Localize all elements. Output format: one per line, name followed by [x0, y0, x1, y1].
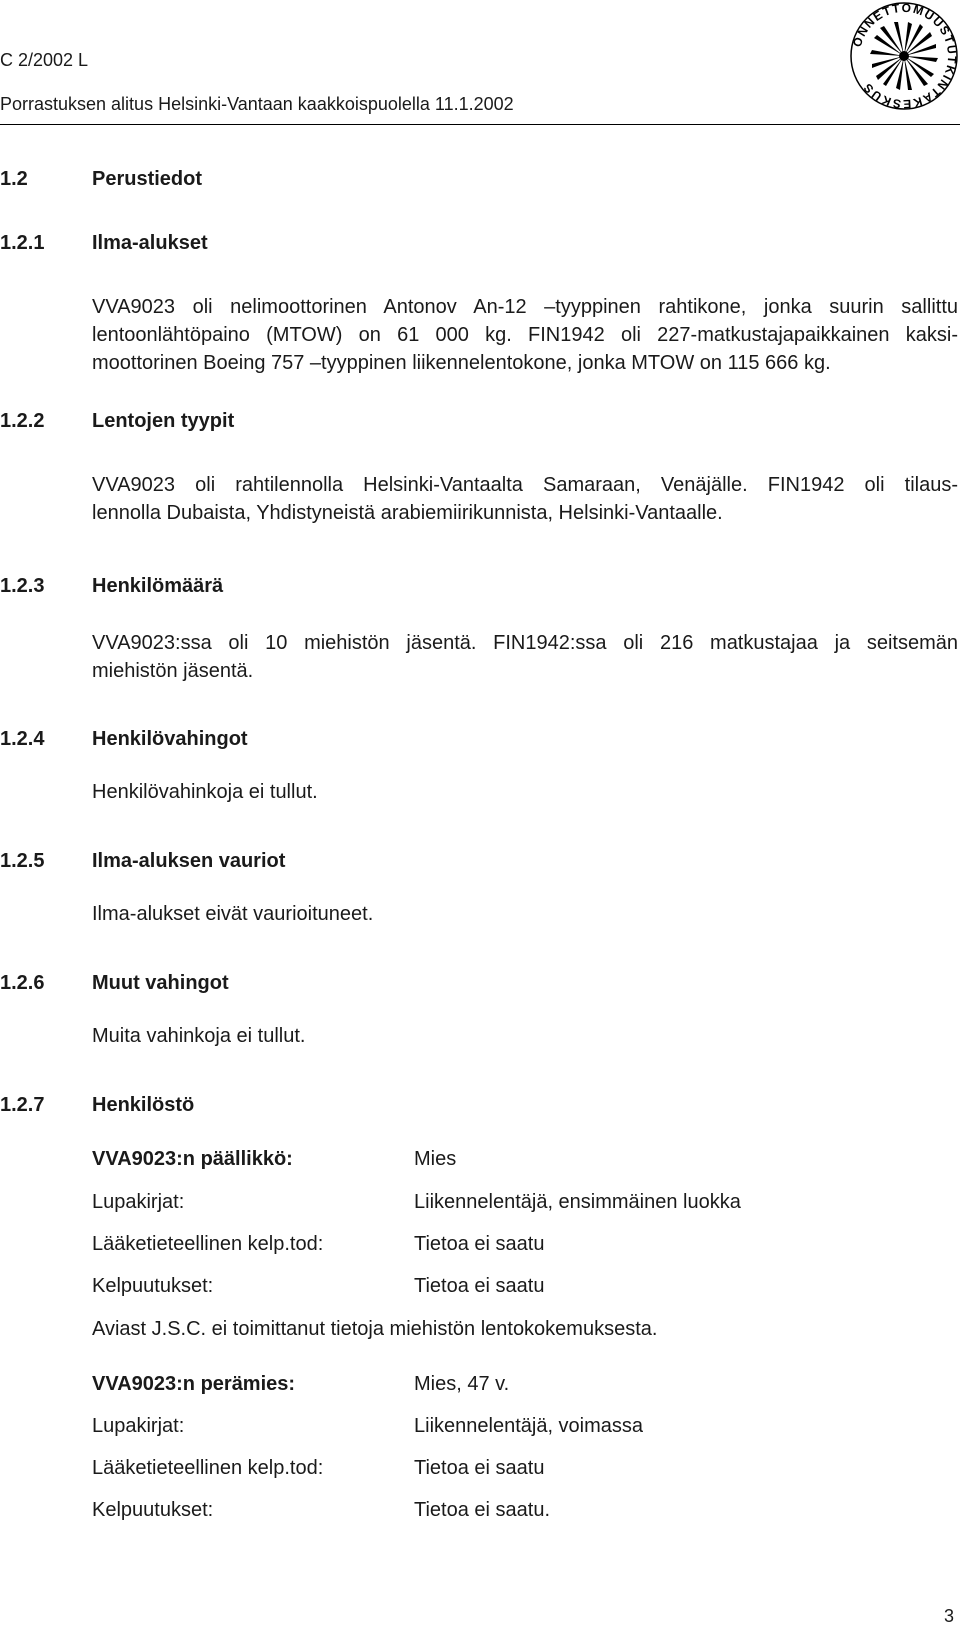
document-id: C 2/2002 L [0, 50, 89, 70]
section-number: 1.2.7 [0, 1094, 45, 1116]
field-value: Tietoa ei saatu. [414, 1499, 551, 1521]
document-subtitle: Porrastuksen alitus Helsinki-Vantaan kaakkoispuolella 11.1.2002 [0, 94, 514, 114]
section-title: Henkilövahingot [92, 728, 248, 750]
captain-heading: VVA9023:n päällikkö: [92, 1148, 293, 1170]
paragraph-line: miehistön jäsentä. [92, 660, 254, 682]
field-label: Kelpuutukset: [92, 1275, 214, 1297]
section-number: 1.2.3 [0, 575, 45, 597]
paragraph-line: lennolla Dubaista, Yhdistyneistä arabiemiirikunnista, Helsinki-Vantaalle. [92, 502, 723, 524]
first-officer-heading-value: Mies, 47 v. [414, 1373, 510, 1395]
section-number: 1.2.4 [0, 728, 45, 750]
paragraph-flight-types [92, 471, 958, 527]
section-title: Ilma-aluksen vauriot [92, 850, 286, 872]
section-title: Ilma-alukset [92, 232, 208, 254]
paragraph-line: moottorinen Boeing 757 –tyyppinen liikennelentokone, jonka MTOW on 115 666 kg. [92, 352, 831, 374]
paragraph-line: VVA9023 oli nelimoottorinen Antonov An-12 –tyyppinen rahtikone, jonka suurin sallittu [92, 296, 958, 318]
section-number: 1.2.6 [0, 972, 45, 994]
section-title: Perustiedot [92, 168, 203, 190]
onnettomuustutkintakeskus-logo-icon [848, 0, 960, 112]
section-number: 1.2.2 [0, 410, 45, 432]
paragraph-line: VVA9023 oli rahtilennolla Helsinki-Vantaalta Samaraan, Venäjälle. FIN1942 oli tilaus- [92, 474, 958, 496]
captain-heading-value: Mies [414, 1148, 457, 1170]
paragraph-persons [92, 629, 958, 685]
paragraph-damage: Ilma-alukset eivät vaurioituneet. [92, 903, 374, 925]
field-value: Liikennelentäjä, voimassa [414, 1415, 644, 1437]
section-number: 1.2 [0, 168, 28, 190]
field-label: Lupakirjat: [92, 1415, 185, 1437]
paragraph-other-damage: Muita vahinkoja ei tullut. [92, 1025, 306, 1047]
section-number: 1.2.1 [0, 232, 45, 254]
logo-ring-text: ONNETTOMUUSTUTKINTAKESKUS [849, 0, 960, 112]
field-label: Lääketieteellinen kelp.tod: [92, 1457, 324, 1479]
field-label: Lääketieteellinen kelp.tod: [92, 1233, 324, 1255]
first-officer-heading: VVA9023:n perämies: [92, 1373, 296, 1395]
paragraph-injuries: Henkilövahinkoja ei tullut. [92, 781, 318, 803]
field-value: Liikennelentäjä, ensimmäinen luokka [414, 1191, 741, 1213]
section-title: Henkilöstö [92, 1094, 195, 1116]
header-divider [0, 124, 960, 125]
section-title: Henkilömäärä [92, 575, 224, 597]
crew-experience-note: Aviast J.S.C. ei toimittanut tietoja miehistön lentokokemuksesta. [92, 1318, 658, 1340]
field-value: Tietoa ei saatu [414, 1457, 545, 1479]
section-title: Muut vahingot [92, 972, 229, 994]
field-label: Lupakirjat: [92, 1191, 185, 1213]
field-value: Tietoa ei saatu [414, 1275, 545, 1297]
page-number: 3 [944, 1606, 955, 1626]
field-label: Kelpuutukset: [92, 1499, 214, 1521]
paragraph-aircraft [92, 293, 958, 377]
section-title: Lentojen tyypit [92, 410, 235, 432]
field-value: Tietoa ei saatu [414, 1233, 545, 1255]
paragraph-line: lentoonlähtöpaino (MTOW) on 61 000 kg. FIN1942 oli 227-matkustajapaikkainen kaksi- [92, 324, 958, 346]
paragraph-line: VVA9023:ssa oli 10 miehistön jäsentä. FIN1942:ssa oli 216 matkustajaa ja seitsemän [92, 632, 958, 654]
section-number: 1.2.5 [0, 850, 45, 872]
